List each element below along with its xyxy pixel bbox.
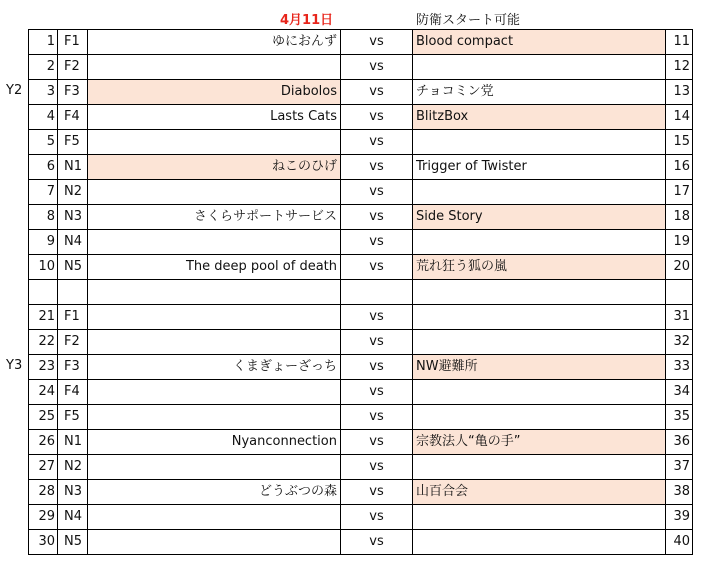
away-team — [413, 454, 665, 479]
row-number: 1 — [28, 29, 58, 54]
row-number: 21 — [28, 304, 58, 329]
home-team — [88, 379, 341, 404]
position-code: N4 — [58, 229, 88, 254]
position-code: N4 — [58, 504, 88, 529]
match-row — [28, 229, 693, 254]
row-number: 3 — [28, 79, 58, 104]
spacer-cell — [665, 279, 693, 304]
row-number: 30 — [28, 529, 58, 554]
vs-label: vs — [341, 479, 413, 504]
match-row — [28, 54, 693, 79]
position-code: N1 — [58, 154, 88, 179]
row-number: 7 — [28, 179, 58, 204]
match-row — [28, 454, 693, 479]
match-row — [28, 504, 693, 529]
position-code: N3 — [58, 479, 88, 504]
away-team — [413, 379, 665, 404]
home-team: ねこのひげ — [88, 154, 341, 179]
away-number: 12 — [665, 54, 693, 79]
row-number: 8 — [28, 204, 58, 229]
home-team — [88, 304, 341, 329]
position-code: F3 — [58, 79, 88, 104]
row-number: 5 — [28, 129, 58, 154]
away-team — [413, 129, 665, 154]
match-row — [28, 379, 693, 404]
vs-label: vs — [341, 504, 413, 529]
away-number: 38 — [665, 479, 693, 504]
match-row — [28, 479, 693, 504]
match-row — [28, 129, 693, 154]
row-divider — [28, 554, 693, 555]
row-number: 26 — [28, 429, 58, 454]
home-team — [88, 329, 341, 354]
vs-label: vs — [341, 29, 413, 54]
away-number: 34 — [665, 379, 693, 404]
row-number: 28 — [28, 479, 58, 504]
vs-label: vs — [341, 79, 413, 104]
home-team — [88, 179, 341, 204]
away-number: 32 — [665, 329, 693, 354]
row-divider — [28, 204, 693, 205]
row-divider — [28, 504, 693, 505]
position-code: N2 — [58, 454, 88, 479]
position-code: N5 — [58, 529, 88, 554]
home-team — [88, 129, 341, 154]
away-number: 19 — [665, 229, 693, 254]
row-number: 4 — [28, 104, 58, 129]
position-code: F2 — [58, 54, 88, 79]
away-team: 山百合会 — [413, 479, 665, 504]
home-team — [88, 54, 341, 79]
position-code: F5 — [58, 129, 88, 154]
home-team: ゆにおんず — [88, 29, 341, 54]
home-team: Diabolos — [88, 79, 341, 104]
away-number: 33 — [665, 354, 693, 379]
vs-label: vs — [341, 204, 413, 229]
vs-label: vs — [341, 129, 413, 154]
row-divider — [28, 404, 693, 405]
away-number: 18 — [665, 204, 693, 229]
match-row — [28, 204, 693, 229]
row-divider — [28, 279, 693, 280]
vs-label: vs — [341, 254, 413, 279]
away-team — [413, 304, 665, 329]
position-code: N5 — [58, 254, 88, 279]
away-team: NW避難所 — [413, 354, 665, 379]
row-divider — [28, 329, 693, 330]
home-team: さくらサポートサービス — [88, 204, 341, 229]
position-code: F4 — [58, 379, 88, 404]
spacer-cell — [28, 279, 58, 304]
row-divider — [28, 104, 693, 105]
row-divider — [28, 529, 693, 530]
row-number: 6 — [28, 154, 58, 179]
vs-label: vs — [341, 404, 413, 429]
vs-label: vs — [341, 354, 413, 379]
away-number: 35 — [665, 404, 693, 429]
row-divider — [28, 154, 693, 155]
away-team: チョコミン党 — [416, 84, 494, 99]
vs-label: vs — [341, 379, 413, 404]
away-number: 17 — [665, 179, 693, 204]
away-team: Side Story — [413, 204, 665, 229]
row-number: 10 — [28, 254, 58, 279]
vs-label: vs — [341, 104, 413, 129]
match-row — [28, 179, 693, 204]
vs-label: vs — [341, 54, 413, 79]
away-number: 36 — [665, 429, 693, 454]
match-date: 4月11日 — [280, 13, 334, 28]
row-number: 9 — [28, 229, 58, 254]
position-code: F4 — [58, 104, 88, 129]
away-number: 39 — [665, 504, 693, 529]
row-divider — [28, 79, 693, 80]
row-number: 22 — [28, 329, 58, 354]
vs-label: vs — [341, 429, 413, 454]
home-team: どうぶつの森 — [88, 479, 341, 504]
away-team — [413, 179, 665, 204]
spacer-cell — [88, 279, 341, 304]
group-label-y3: Y3 — [6, 358, 23, 373]
row-number: 27 — [28, 454, 58, 479]
position-code: N2 — [58, 179, 88, 204]
away-team: BlitzBox — [413, 104, 665, 129]
home-team — [88, 529, 341, 554]
row-divider — [28, 479, 693, 480]
match-row — [28, 254, 693, 279]
away-number: 15 — [665, 129, 693, 154]
spacer-cell — [341, 279, 413, 304]
position-code: F1 — [58, 29, 88, 54]
away-number: 14 — [665, 104, 693, 129]
vs-label: vs — [341, 329, 413, 354]
row-number: 25 — [28, 404, 58, 429]
home-team — [88, 504, 341, 529]
vs-label: vs — [341, 529, 413, 554]
spacer-cell — [413, 279, 665, 304]
away-number: 20 — [665, 254, 693, 279]
row-divider — [28, 454, 693, 455]
away-team: Trigger of Twister — [416, 159, 527, 174]
away-number: 13 — [665, 79, 693, 104]
spacer-row — [28, 279, 693, 304]
match-row — [28, 104, 693, 129]
row-divider — [28, 179, 693, 180]
match-row — [28, 329, 693, 354]
position-code: N3 — [58, 204, 88, 229]
row-number: 23 — [28, 354, 58, 379]
row-divider — [28, 304, 693, 305]
row-divider — [28, 129, 693, 130]
away-team — [413, 504, 665, 529]
row-divider — [28, 229, 693, 230]
row-divider — [28, 354, 693, 355]
vs-label: vs — [341, 304, 413, 329]
row-number: 29 — [28, 504, 58, 529]
away-number: 31 — [665, 304, 693, 329]
home-team — [88, 404, 341, 429]
row-divider — [28, 29, 693, 30]
away-team — [413, 529, 665, 554]
group-label-y2: Y2 — [6, 83, 23, 98]
spacer-cell — [58, 279, 88, 304]
away-team: 荒れ狂う狐の嵐 — [413, 254, 665, 279]
away-number: 40 — [665, 529, 693, 554]
away-team — [413, 404, 665, 429]
position-code: N1 — [58, 429, 88, 454]
position-code: F5 — [58, 404, 88, 429]
home-team: Lasts Cats — [88, 104, 341, 129]
match-row — [28, 79, 693, 104]
position-code: F1 — [58, 304, 88, 329]
row-divider — [28, 429, 693, 430]
defense-start-note: 防衛スタート可能 — [416, 13, 521, 28]
away-team: Blood compact — [413, 29, 665, 54]
match-row — [28, 304, 693, 329]
position-code: F3 — [58, 354, 88, 379]
away-number: 11 — [665, 29, 693, 54]
row-divider — [28, 254, 693, 255]
away-team — [413, 329, 665, 354]
vs-label: vs — [341, 229, 413, 254]
match-row — [28, 429, 693, 454]
home-team: Nyanconnection — [88, 429, 341, 454]
match-row — [28, 529, 693, 554]
match-row — [28, 404, 693, 429]
row-divider — [28, 54, 693, 55]
away-number: 16 — [665, 154, 693, 179]
row-number: 2 — [28, 54, 58, 79]
home-team: くまぎょーざっち — [88, 354, 341, 379]
home-team — [88, 454, 341, 479]
vs-label: vs — [341, 154, 413, 179]
match-row — [28, 154, 693, 179]
row-number: 24 — [28, 379, 58, 404]
away-number: 37 — [665, 454, 693, 479]
away-team: 宗教法人“亀の手” — [413, 429, 665, 454]
match-row — [28, 29, 693, 54]
vs-label: vs — [341, 454, 413, 479]
away-team — [413, 229, 665, 254]
row-divider — [28, 379, 693, 380]
home-team — [88, 229, 341, 254]
match-row — [28, 354, 693, 379]
away-team — [413, 54, 665, 79]
vs-label: vs — [341, 179, 413, 204]
home-team: The deep pool of death — [88, 254, 341, 279]
position-code: F2 — [58, 329, 88, 354]
